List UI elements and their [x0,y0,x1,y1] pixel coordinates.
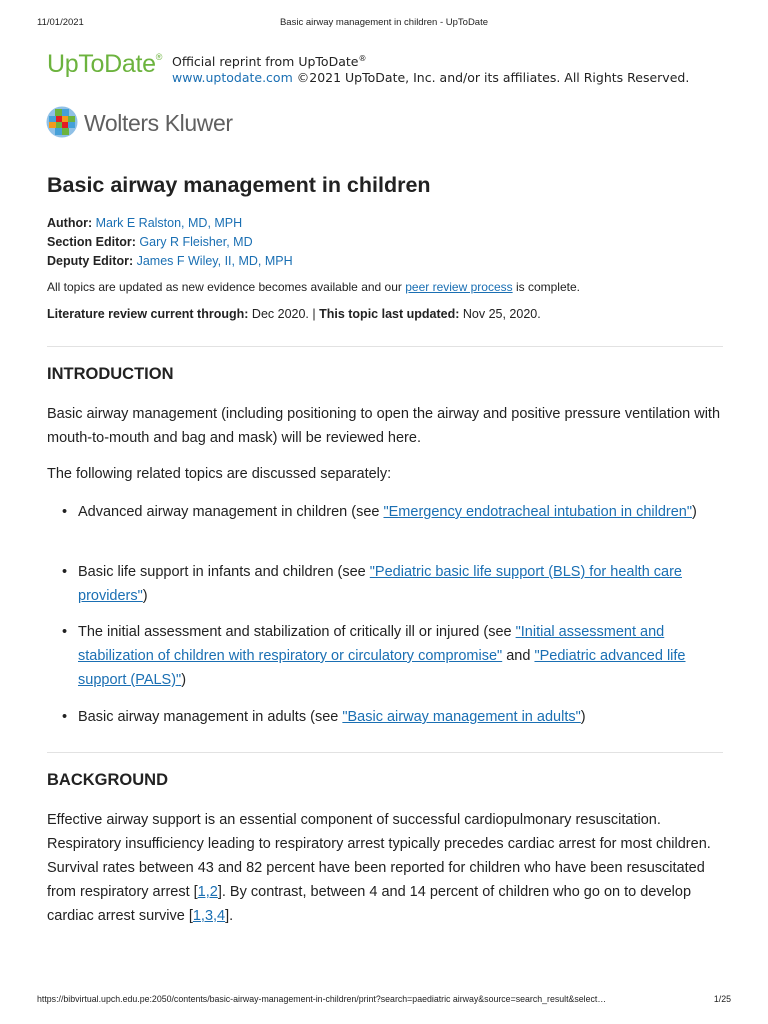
introduction-para-2: The following related topics are discussed separately: [47,466,392,482]
author-link[interactable]: Mark E Ralston, MD, MPH [95,216,243,230]
bullet-text-end: ) [692,504,697,520]
bullet-text: Advanced airway management in children (see [78,504,384,520]
background-para [47,808,727,928]
wolters-kluwer-logo [46,106,306,142]
rights-text: ©2021 UpToDate, Inc. and/or its affiliates. All Rights Reserved. [296,70,690,86]
wolters-kluwer-mark-icon [46,106,78,138]
reprint-line: Official reprint from UpToDate [172,54,359,70]
print-footer [37,994,731,1008]
bullet-text-end: ) [142,588,148,604]
topic-link[interactable]: "Initial assessment and stabilization of children with respiratory or circulatory compromise" [78,624,665,664]
site-link[interactable]: www.uptodate.com [172,70,293,86]
print-url: https://bibvirtual.upch.edu.pe:2050/contents/basic-airway-management-in-children/print?search=paediatric airway&source=search_result&select… [37,994,607,1004]
bullet-icon: • [62,709,68,725]
bullet-text-mid: and [502,648,535,664]
introduction-heading: INTRODUCTION [47,365,174,383]
update-note-end: is complete. [512,280,580,294]
bullet-text-end: ) [181,672,187,688]
bullet-text-end: ) [580,709,586,725]
print-header [37,17,731,31]
last-updated-label: This topic last updated: [319,307,460,321]
bullet-icon: • [62,564,68,580]
bullet-text: The initial assessment and stabilization of critically ill or injured (see [78,624,516,640]
reference-link[interactable]: 1,3,4 [192,908,226,924]
reprint-notice [172,51,689,86]
reference-link[interactable]: 1,2 [197,884,218,900]
brand-row [47,50,737,86]
review-dates [47,305,723,323]
page-number: 1/25 [713,994,731,1004]
background-text-mid: ]. By contrast, between 4 and 14 percent of children who go on to develop cardiac arrest survive [ [47,884,692,924]
topic-link[interactable]: "Pediatric advanced life support (PALS)" [78,648,686,688]
background-text: Effective airway support is an essential component of successful cardiopulmonary resuscitation. Respiratory insufficiency leading to respiratory arrest typically precedes cardiac arrest for most children. Survival rates between 43 and 82 percent have been reported for children who have been resuscitated from respiratory arrest [ [47,812,711,900]
update-note [47,278,723,296]
print-title: Basic airway management in children - UpToDate [279,17,489,28]
author-block [47,214,723,271]
page-title: Basic airway management in children [47,173,431,197]
wolters-kluwer-name: Wolters Kluwer [84,110,233,136]
divider [47,752,723,753]
topic-link[interactable]: "Pediatric basic life support (BLS) for health care providers" [78,564,682,604]
bullet-text: Basic life support in infants and children (see [78,564,370,580]
author-label: Author: [47,216,93,230]
topic-link[interactable]: "Basic airway management in adults" [342,709,581,725]
print-date: 11/01/2021 [37,17,84,28]
section-editor-label: Section Editor: [47,235,136,249]
update-note-text: All topics are updated as new evidence becomes available and our [47,280,406,294]
lit-review-value: Dec 2020. | [248,307,320,321]
deputy-editor-link[interactable]: James F Wiley, II, MD, MPH [136,254,293,268]
section-editor-link[interactable]: Gary R Fleisher, MD [139,235,253,249]
lit-review-label: Literature review current through: [47,307,249,321]
bullet-icon: • [62,624,68,640]
topic-link[interactable]: "Emergency endotracheal intubation in children" [383,504,693,520]
peer-review-link[interactable]: peer review process [405,280,513,294]
deputy-editor-label: Deputy Editor: [47,254,134,268]
introduction-para-1: Basic airway management (including positioning to open the airway and positive pressure ventilation with mouth-to-mouth and bag and mask) will be reviewed here. [47,406,721,446]
divider [47,346,723,347]
last-updated-value: Nov 25, 2020. [459,307,541,321]
uptodate-logo-text: UpToDate [47,50,156,78]
background-text-end: ]. [225,908,234,924]
bullet-text: Basic airway management in adults (see [78,709,343,725]
bullet-icon: • [62,504,68,520]
uptodate-logo-mark: ® [155,52,163,62]
background-heading: BACKGROUND [47,771,168,789]
uptodate-logo[interactable] [47,50,162,79]
reprint-mark: ® [358,54,367,63]
